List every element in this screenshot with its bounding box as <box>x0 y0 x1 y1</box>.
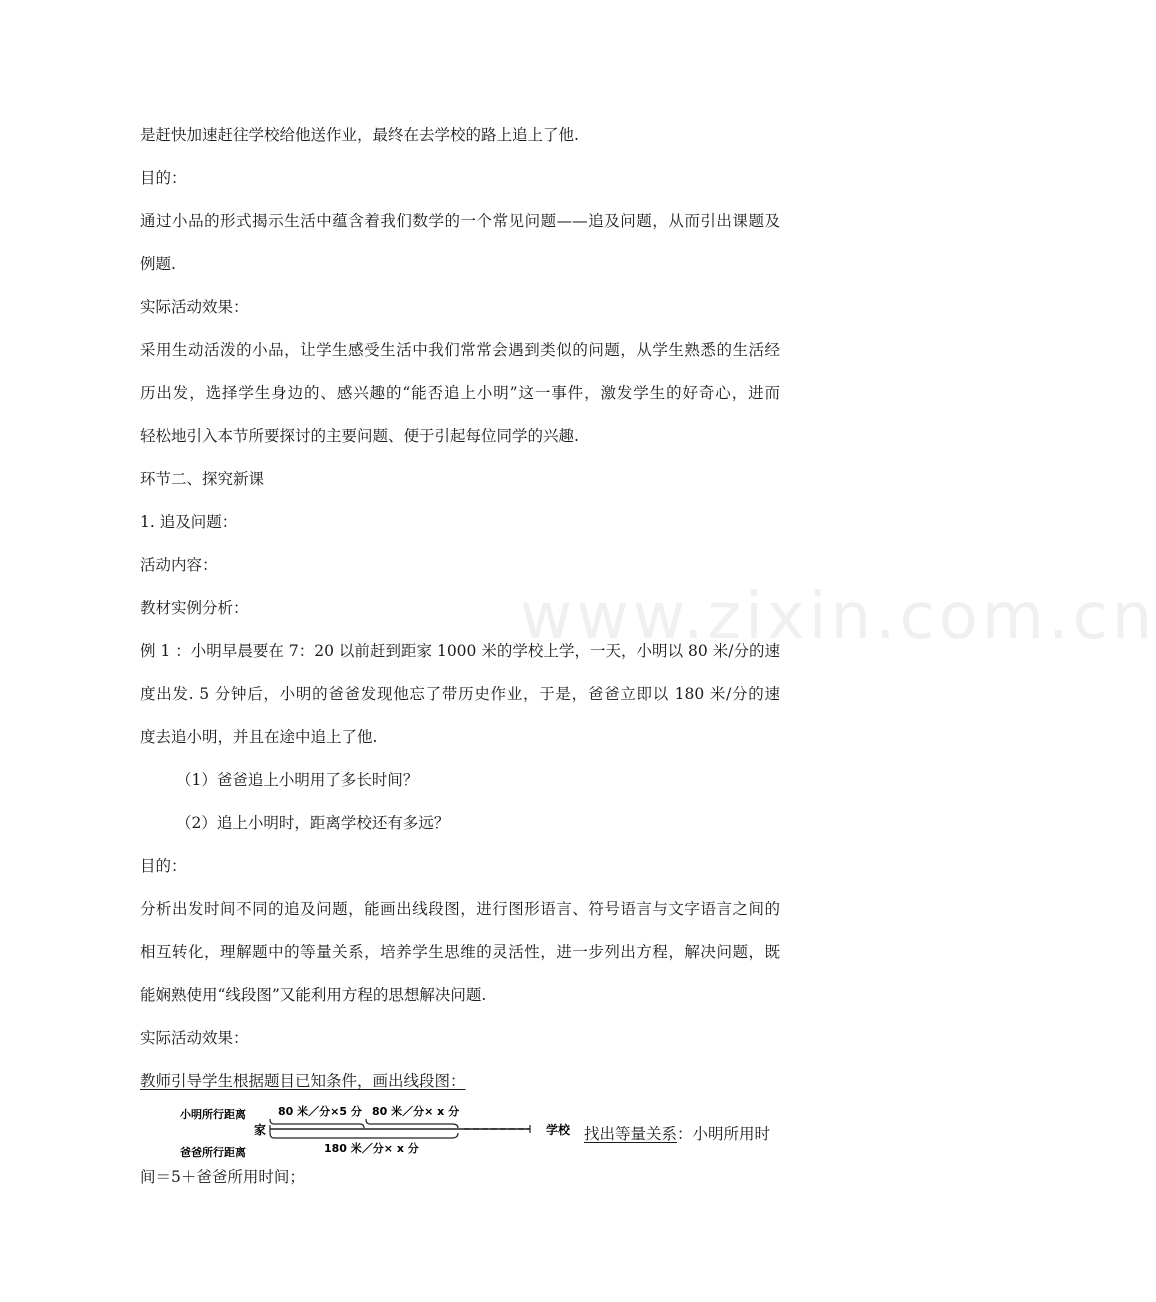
section-label: 目的： <box>140 169 187 187</box>
section-label: 活动内容： <box>140 556 218 574</box>
paragraph-line: 分析出发时间不同的追及问题，能画出线段图，进行图形语言、符号语言与文字语言之间的 <box>140 900 780 918</box>
brace-top-1 <box>270 1119 364 1128</box>
section-label: 实际活动效果： <box>140 1029 249 1047</box>
paragraph-line: 是赶快加速赶往学校给他送作业，最终在去学校的路上追上了他. <box>140 126 579 144</box>
relation-text-1: ：小明所用时 <box>677 1125 771 1143</box>
segment-label-1: 80 米／分×5 分 <box>278 1105 362 1118</box>
question-2: （2）追上小明时，距离学校还有多远？ <box>176 814 450 832</box>
watermark: www.zixin.com.cn <box>520 580 1156 654</box>
paragraph-line: 历出发，选择学生身边的、感兴趣的“能否追上小明”这一事件，激发学生的好奇心，进而 <box>140 384 780 402</box>
subsection-heading: 1. 追及问题： <box>140 513 238 531</box>
brace-bottom <box>270 1133 458 1138</box>
section-heading: 环节二、探究新课 <box>140 470 265 488</box>
example-line: 度去追小明，并且在途中追上了他. <box>140 728 378 746</box>
relation-line <box>584 1124 770 1144</box>
paragraph-line: 采用生动活泼的小品，让学生感受生活中我们常常会遇到类似的问题，从学生熟悉的生活经 <box>140 341 780 359</box>
paragraph-line: 通过小品的形式揭示生活中蕴含着我们数学的一个常见问题——追及问题，从而引出课题及 <box>140 212 780 230</box>
segment-label-2: 80 米／分× x 分 <box>372 1105 460 1118</box>
paragraph-line: 例题. <box>140 255 176 273</box>
section-label: 实际活动效果： <box>140 298 249 316</box>
section-label: 目的： <box>140 857 187 875</box>
label-father: 爸爸所行距离 <box>180 1146 246 1159</box>
label-xiaoming: 小明所行距离 <box>180 1108 246 1121</box>
relation-line-2: 间＝5＋爸爸所用时间； <box>140 1168 305 1186</box>
paragraph-line: 能娴熟使用“线段图”又能利用方程的思想解决问题. <box>140 986 487 1004</box>
section-label: 教材实例分析： <box>140 599 249 617</box>
paragraph-line: 轻松地引入本节所要探讨的主要问题、便于引起每位同学的兴趣. <box>140 427 579 445</box>
brace-top-2 <box>366 1119 458 1128</box>
example-line: 例 1 ：小明早晨要在 7：20 以前赶到距家 1000 米的学校上学，一天，小明以 80 米/分的速 <box>140 642 780 660</box>
relation-label: 找出等量关系 <box>584 1125 678 1143</box>
paragraph-line: 相互转化，理解题中的等量关系，培养学生思维的灵活性，进一步列出方程，解决问题，既 <box>140 943 780 961</box>
label-school: 学校 <box>546 1123 571 1137</box>
line-segment-diagram <box>172 1102 592 1162</box>
example-line: 度出发. 5 分钟后，小明的爸爸发现他忘了带历史作业，于是，爸爸立即以 180 米/分的速 <box>140 685 780 703</box>
label-home: 家 <box>254 1123 267 1137</box>
question-1: （1）爸爸追上小明用了多长时间？ <box>176 771 419 789</box>
segment-label-3: 180 米／分× x 分 <box>324 1142 419 1155</box>
underlined-instruction: 教师引导学生根据题目已知条件，画出线段图： <box>140 1072 466 1090</box>
